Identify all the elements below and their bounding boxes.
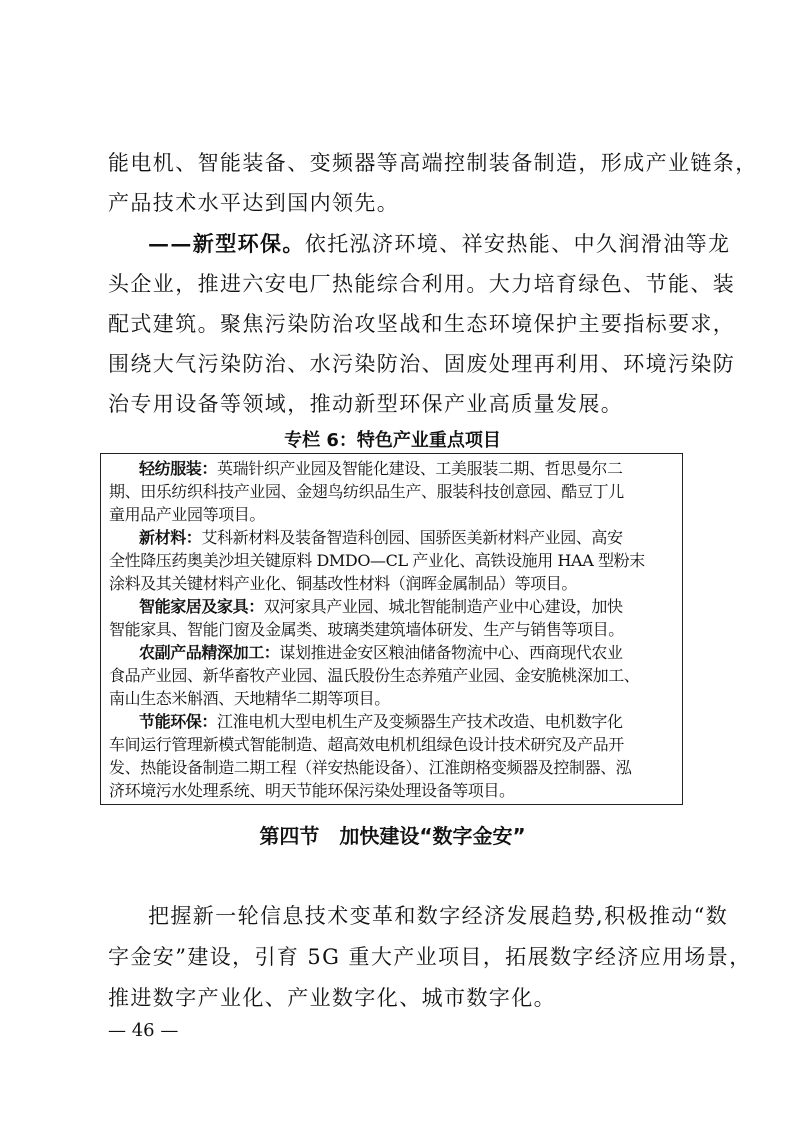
box-category-label: 智能家居及家具： (139, 597, 264, 616)
box-line-text: 双河家具产业园、城北智能制造产业中心建设，加快 (263, 597, 623, 616)
box-line-text: 英瑞针织产业园及智能化建设、工美服装二期、哲思曼尔二 (217, 459, 623, 478)
box-line (139, 528, 677, 548)
box-line: 食品产业园、新华畜牧产业园、温氏股份生态养殖产业园、金安脆桃深加工、 (109, 666, 640, 685)
box-line-text: 谋划推进金安区粮油储备物流中心、西商现代农业 (279, 643, 623, 662)
box-category-label: 农副产品精深加工： (139, 643, 280, 662)
text-line: 把握新一轮信息技术变革和数字经济发展趋势,积极推动“数 (148, 904, 729, 928)
box-line-text: 艾科新材料及装备智造科创园、国骄医美新材料产业园、高安 (201, 528, 623, 547)
box-line: 智能家具、智能门窗及金属类、玻璃类建筑墙体研发、生产与销售等项目。 (109, 620, 624, 639)
section-heading: 第四节 加快建设“数字金安” (259, 824, 526, 848)
box-line: 涂料及其关键材料产业化、铜基改性材料（润晖金属制品）等项目。 (109, 574, 578, 593)
box-line-text: 江淮电机大型电机生产及变频器生产技术改造、电机数字化 (217, 712, 623, 731)
box-category-label: 节能环保： (139, 712, 218, 731)
text-line: 围绕大气污染防治、水污染防治、固废处理再利用、环境污染防 (108, 352, 736, 376)
box-line: 车间运行管理新模式智能制造、超高效电机机组绿色设计技术研究及产品开 (109, 735, 624, 754)
paragraph-lead-heading: ——新型环保。 (148, 231, 305, 256)
box-line: 发、热能设备制造二期工程（祥安热能设备）、江淮朗格变频器及控制器、泓 (109, 758, 632, 777)
text-line: 配式建筑。聚焦污染防治攻坚战和生态环境保护主要指标要求， (108, 312, 736, 336)
box-line (139, 459, 677, 479)
feature-box (100, 453, 683, 805)
box-line (139, 712, 677, 732)
box-line (139, 597, 677, 617)
box-line (139, 643, 677, 663)
box-line: 童用品产业园等项目。 (109, 505, 266, 524)
text-line: 头企业，推进六安电厂热能综合利用。大力培育绿色、节能、装 (108, 272, 736, 296)
page-number: — 46 — (108, 1020, 179, 1041)
text-line: 治专用设备等领域，推动新型环保产业高质量发展。 (108, 392, 624, 416)
text-line: 能电机、智能装备、变频器等高端控制装备制造，形成产业链条， (108, 151, 758, 175)
box-category-label: 轻纺服装： (139, 459, 218, 478)
box-line: 期、田乐纺织科技产业园、金翅鸟纺织品生产、服装科技创意园、酷豆丁儿 (109, 482, 624, 501)
text-line: 字金安”建设，引育 5G 重大产业项目，拓展数字经济应用场景， (108, 945, 752, 969)
text-fragment: 依托泓济环境、祥安热能、中久润滑油等龙 (304, 232, 731, 256)
box-category-label: 新材料： (139, 528, 202, 547)
box-line: 济环境污水处理系统、明天节能环保污染处理设备等项目。 (109, 781, 515, 800)
box-line: 南山生态米斛酒、天地精华二期等项目。 (109, 689, 390, 708)
text-line: 产品技术水平达到国内领先。 (108, 191, 400, 215)
box-title: 专栏 6：特色产业重点项目 (284, 430, 501, 451)
text-line (148, 231, 731, 257)
box-line: 全性降压药奥美沙坦关键原料 DMDO—CL 产业化、高铁设施用 HAA 型粉末 (109, 551, 645, 570)
text-line: 推进数字产业化、产业数字化、城市数字化。 (108, 986, 556, 1010)
